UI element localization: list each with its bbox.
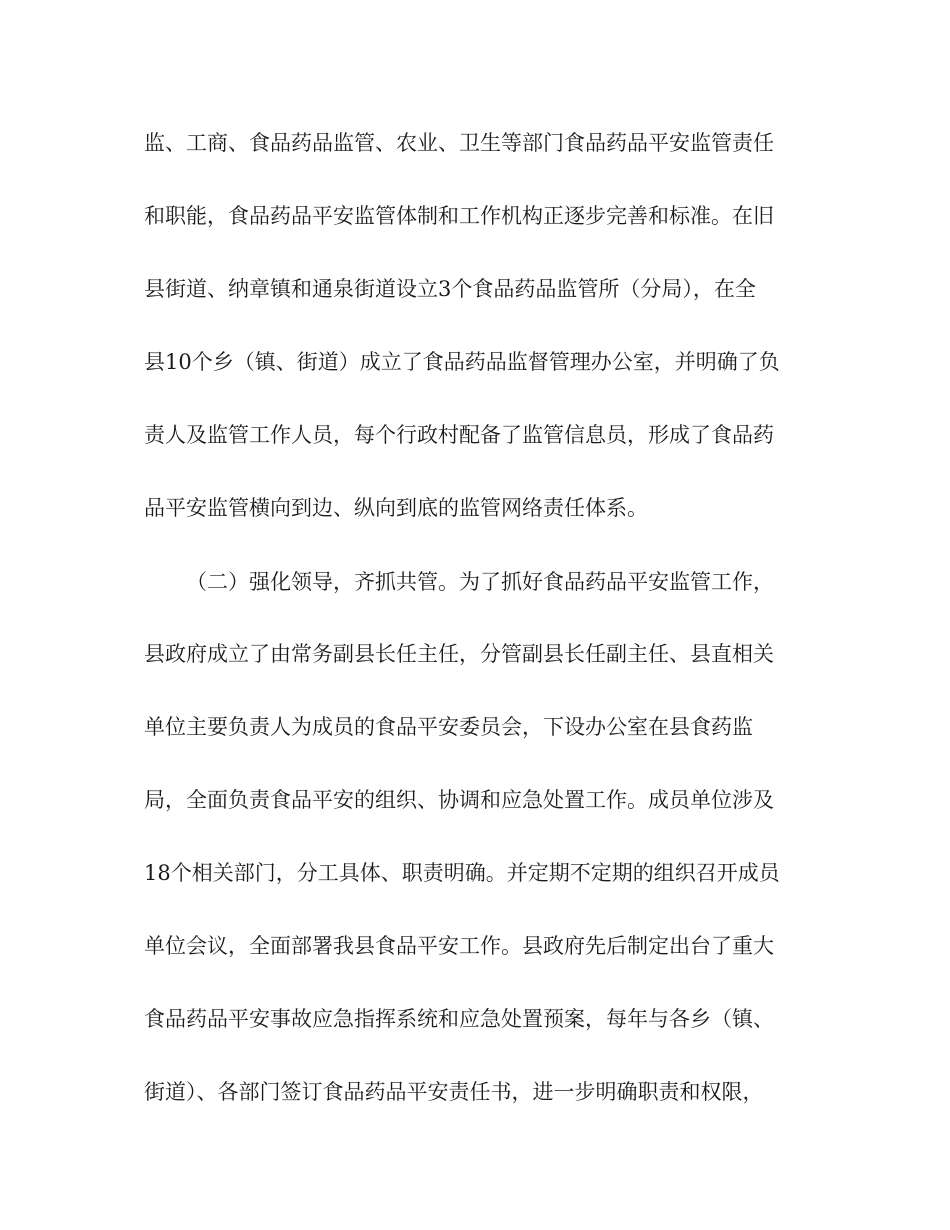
paragraph-line: 街道）、各部门签订食品药品平安责任书，进一步明确职责和权限， <box>144 1080 764 1104</box>
paragraph-line: 食品药品平安事故应急指挥系统和应急处置预案，每年与各乡（镇、 <box>144 1007 774 1031</box>
paragraph-line: 单位主要负责人为成员的食品平安委员会，下设办公室在县食药监 <box>144 715 753 739</box>
paragraph-line: 单位会议，全面部署我县食品平安工作。县政府先后制定出台了重大 <box>144 934 774 958</box>
section-heading-line: （二）强化领导，齐抓共管。为了抓好食品药品平安监管工作， <box>186 570 774 594</box>
paragraph-line: 品平安监管横向到边、纵向到底的监管网络责任体系。 <box>144 496 648 520</box>
paragraph-line: 监、工商、食品药品监管、农业、卫生等部门食品药品平安监管责任 <box>144 131 774 155</box>
paragraph-line: 18个相关部门，分工具体、职责明确。并定期不定期的组织召开成员 <box>144 861 780 885</box>
paragraph-line: 和职能，食品药品平安监管体制和工作机构正逐步完善和标准。在旧 <box>144 204 774 228</box>
paragraph-line: 局，全面负责食品平安的组织、协调和应急处置工作。成员单位涉及 <box>144 788 774 812</box>
paragraph-line: 责人及监管工作人员，每个行政村配备了监管信息员，形成了食品药 <box>144 423 774 447</box>
paragraph-line: 县街道、纳章镇和通泉街道设立3个食品药品监管所（分局），在全 <box>144 277 756 301</box>
paragraph-line: 县10个乡（镇、街道）成立了食品药品监督管理办公室，并明确了负 <box>144 350 780 374</box>
paragraph-line: 县政府成立了由常务副县长任主任，分管副县长任副主任、县直相关 <box>144 642 774 666</box>
